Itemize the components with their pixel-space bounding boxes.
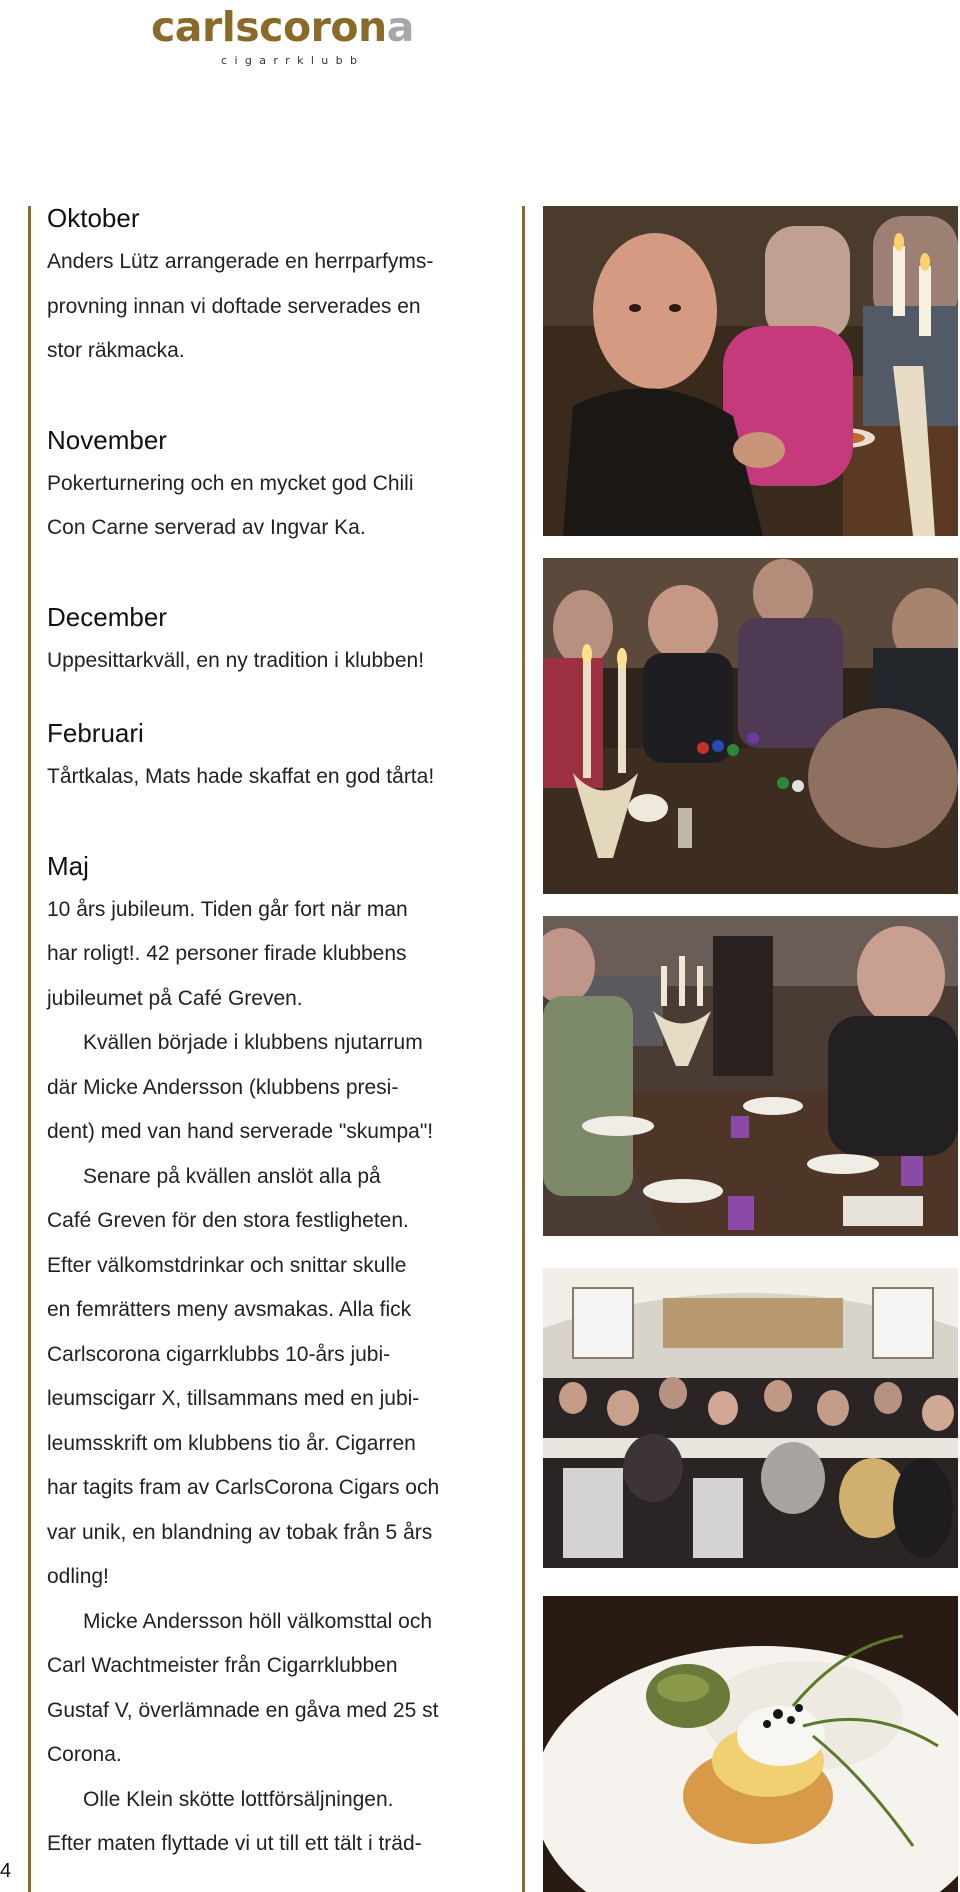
month-heading: December [47,601,167,632]
section-december [47,595,487,684]
text-line: var unik, en blandning av tobak från 5 års [47,1520,433,1544]
text-line: Café Greven för den stora festligheten. [47,1209,409,1232]
photo-celebration-hall [543,1268,958,1568]
text-line: Tårtkalas, Mats hade skaffat en god tårta! [47,765,435,788]
month-heading: Maj [47,850,89,881]
photo-jubilee-table [543,916,958,1236]
text-line: har roligt!. 42 personer firade klubbens [47,942,407,965]
article-text [47,196,487,1867]
section-februari [47,711,487,800]
carlscorona-logo [151,2,417,72]
left-rule [28,206,31,1892]
text-line: Micke Andersson höll välkomsttal och [83,1609,432,1633]
month-heading: Oktober [47,203,140,233]
logo-subtitle: cigarrklubb [221,54,365,67]
photo-poker-night [543,558,958,894]
section-oktober [47,196,487,374]
photo-party-dinner [543,206,958,536]
month-heading: Februari [47,718,144,748]
text-line: Gustaf V, överlämnade en gåva med 25 st [47,1698,439,1722]
column-rule [522,206,525,1892]
text-line: Carl Wachtmeister från Cigarrklubben [47,1654,398,1677]
text-line: där Micke Andersson (klubbens presi- [47,1075,399,1099]
logo-wordmark: carlscorona [151,3,414,51]
text-line: Efter maten flyttade vi ut till ett tält i träd- [47,1832,422,1855]
page-number: 4 [0,1860,12,1882]
text-line: Uppesittarkväll, en ny tradition i klubben! [47,648,425,672]
month-heading: November [47,424,167,455]
text-line: leumscigarr X, tillsammans med en jubi- [47,1387,420,1410]
text-line: 10 års jubileum. Tiden går fort när man [47,897,408,921]
text-line: jubileumet på Café Greven. [47,986,303,1010]
text-line: Pokerturnering och en mycket god Chili [47,471,414,495]
text-line: odling! [47,1565,109,1588]
text-line: dent) med van hand serverade "skumpa"! [47,1120,434,1143]
text-line: Senare på kvällen anslöt alla på [83,1164,381,1188]
text-line: provning innan vi doftade serverades en [47,294,421,318]
text-line: stor räkmacka. [47,339,185,362]
photo-food-plate [543,1596,958,1892]
text-line: har tagits fram av CarlsCorona Cigars och [47,1476,440,1499]
text-line: en femrätters meny avsmakas. Alla fick [47,1298,412,1321]
text-line: Olle Klein skötte lottförsäljningen. [83,1787,394,1811]
section-november [47,418,487,551]
text-line: Anders Lütz arrangerade en herrparfyms- [47,250,434,273]
section-maj [47,844,487,1867]
text-line: Carlscorona cigarrklubbs 10-års jubi- [47,1342,391,1366]
text-line: Corona. [47,1743,122,1766]
text-line: Con Carne serverad av Ingvar Ka. [47,516,366,539]
text-line: Efter välkomstdrinkar och snittar skulle [47,1253,407,1277]
text-line: leumsskrift om klubbens tio år. Cigarren [47,1431,416,1455]
text-line: Kvällen började i klubbens njutarrum [83,1031,423,1054]
